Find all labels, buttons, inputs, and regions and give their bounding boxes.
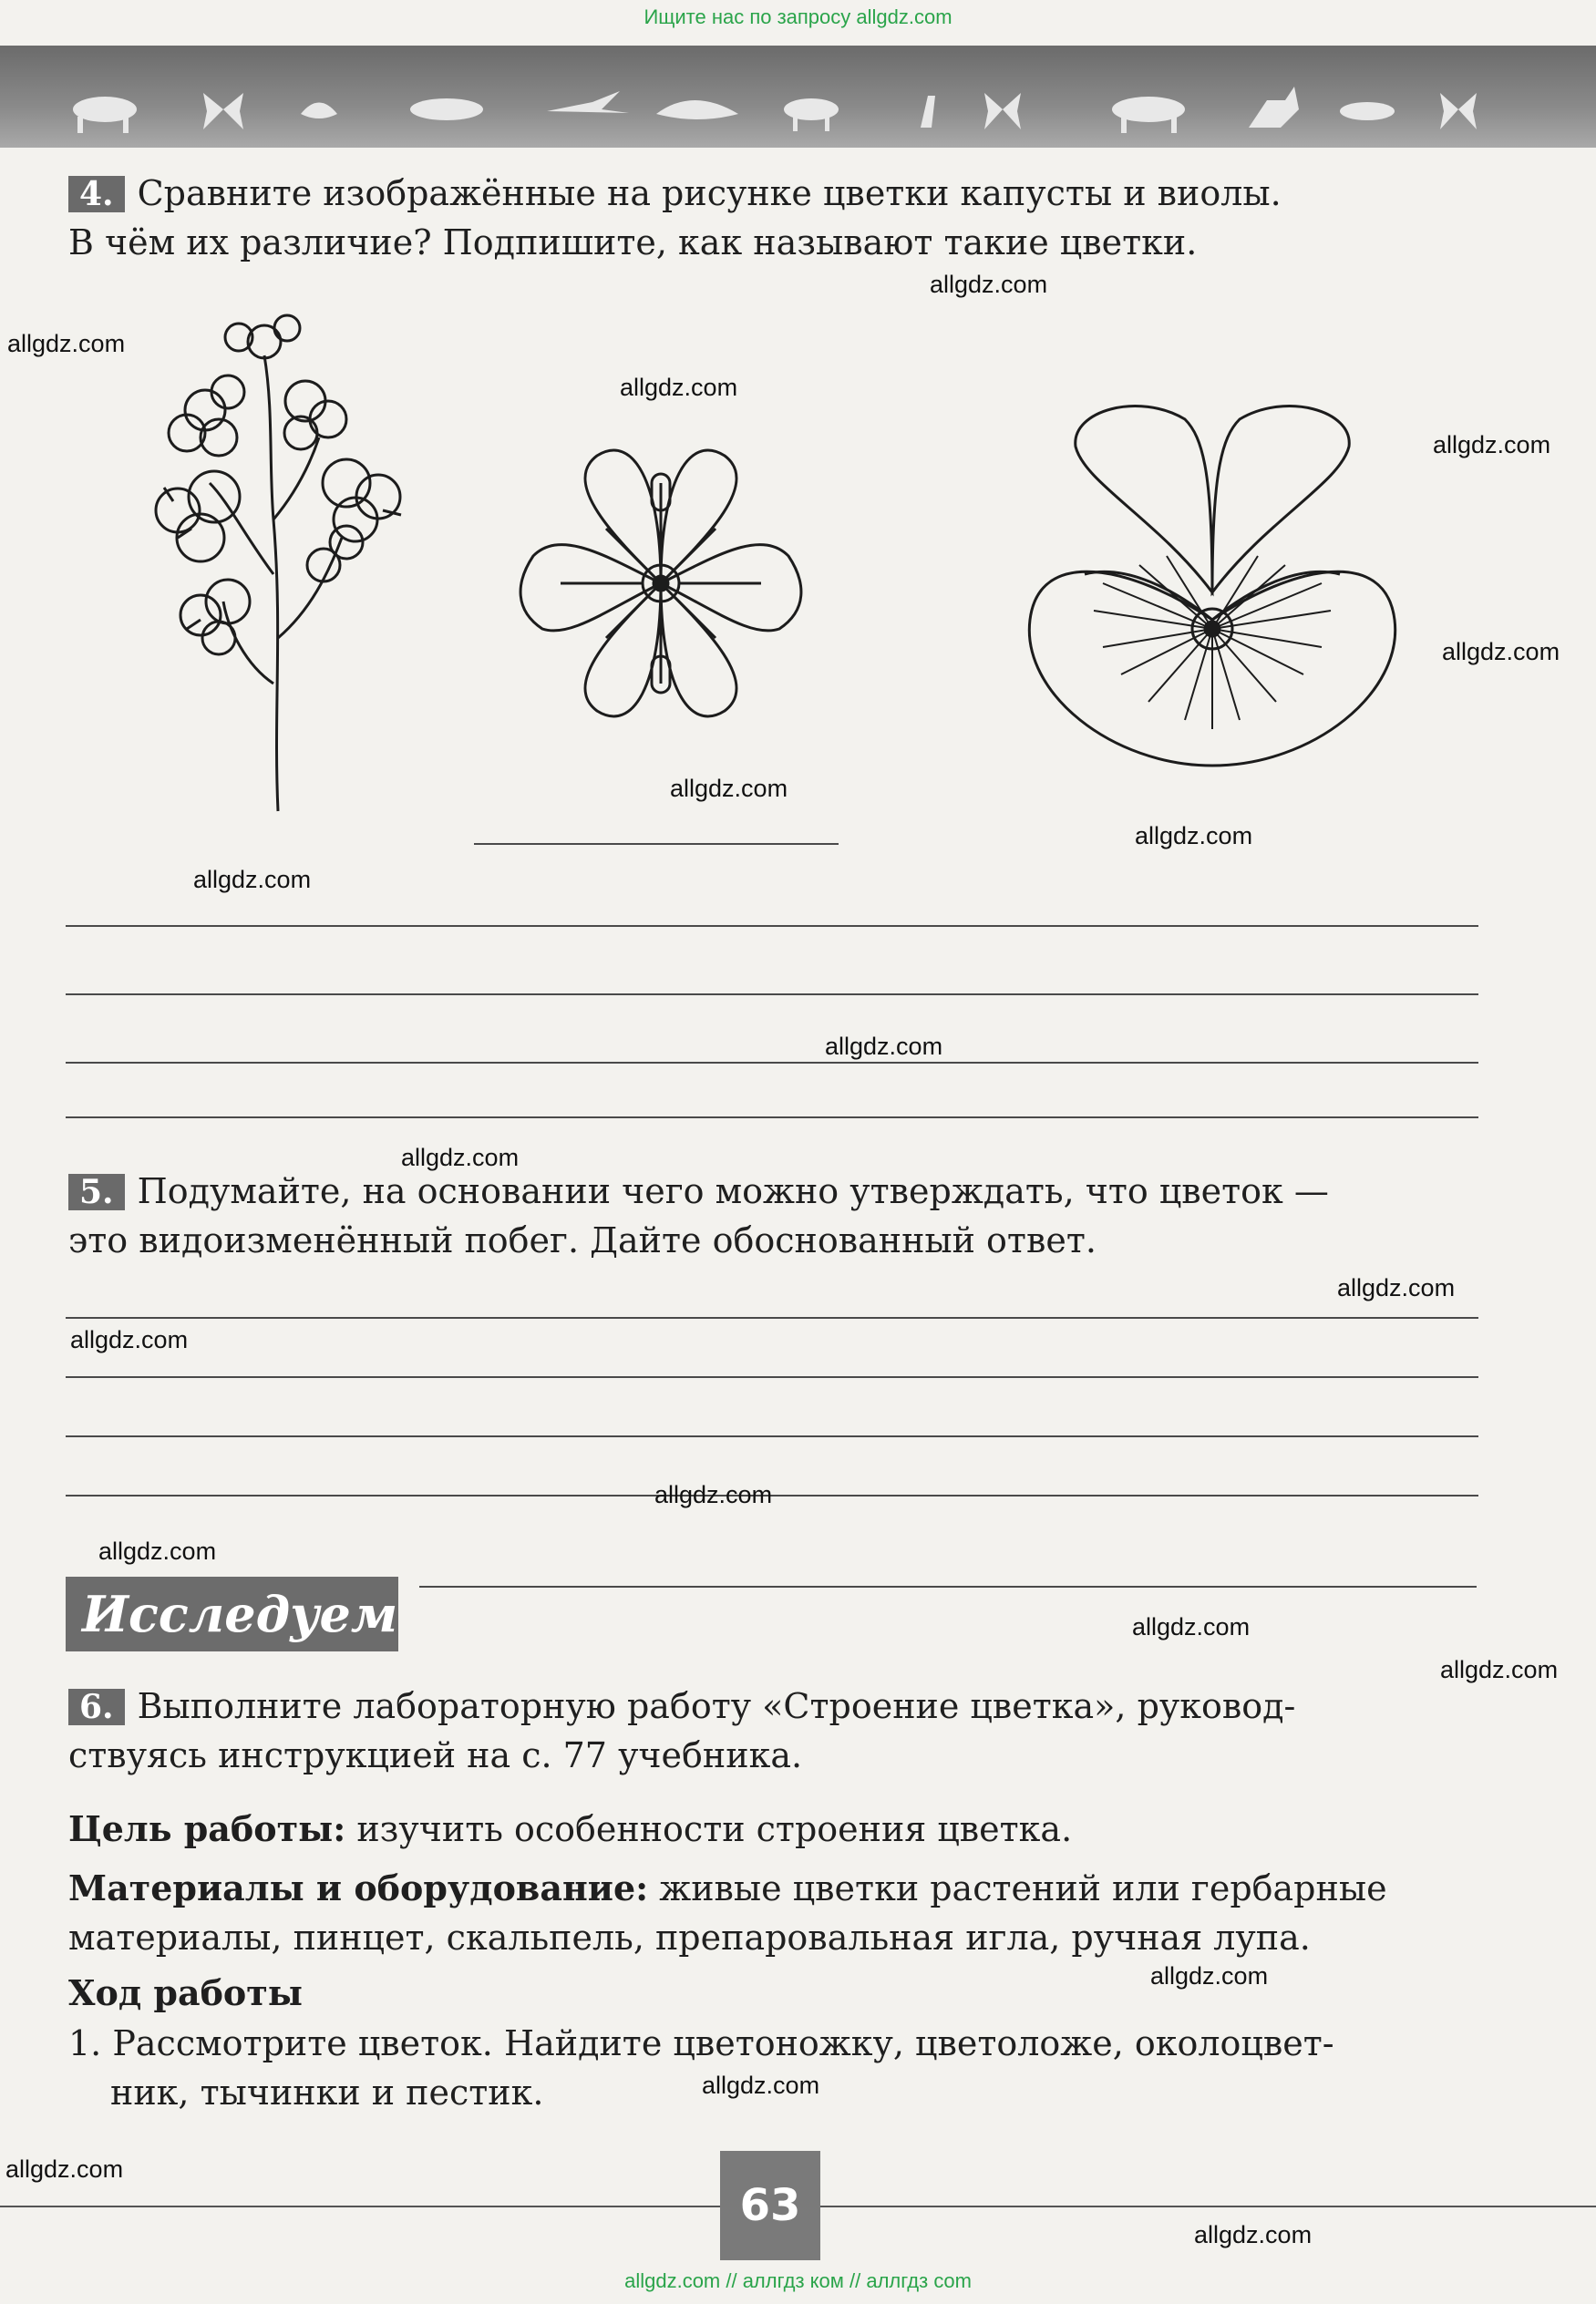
answer-line[interactable]	[419, 1586, 1477, 1588]
watermark[interactable]: allgdz.com	[702, 2072, 820, 2099]
watermark[interactable]: allgdz.com	[1135, 822, 1253, 849]
bottom-links[interactable]: allgdz.com // аллгдз ком // аллгдз com	[624, 2269, 972, 2292]
step1-line1: 1. Рассмотрите цветок. Найдите цветоножку, цветоложе, околоцвет-	[68, 2023, 1334, 2063]
materials-paragraph	[68, 1864, 1481, 1962]
step1-line2: ник, тычинки и пестик.	[110, 2073, 544, 2113]
watermark[interactable]: allgdz.com	[401, 1144, 520, 1171]
animal-silhouettes-icon	[0, 82, 1596, 137]
task4-line2: В чём их различие? Подпишите, как называют такие цветки.	[68, 222, 1198, 262]
task6-number: 6.	[68, 1689, 125, 1725]
step1-text	[68, 2019, 1481, 2117]
answer-line[interactable]	[474, 843, 839, 845]
task5-text	[68, 1167, 1481, 1265]
task6-text	[68, 1682, 1481, 1780]
watermark[interactable]: allgdz.com	[620, 374, 738, 401]
materials-text1: живые цветки растений или гербарные	[648, 1868, 1387, 1908]
answer-line[interactable]	[66, 1062, 1478, 1064]
answer-line[interactable]	[66, 1435, 1478, 1437]
watermark[interactable]: allgdz.com	[193, 866, 312, 893]
goal-text: изучить особенности строения цветка.	[345, 1809, 1073, 1849]
answer-line[interactable]	[66, 1116, 1478, 1118]
watermark[interactable]: allgdz.com	[1150, 1962, 1269, 1990]
watermark[interactable]: allgdz.com	[1433, 431, 1551, 458]
materials-label: Материалы и оборудование:	[68, 1867, 649, 1908]
watermark[interactable]: allgdz.com	[98, 1538, 217, 1565]
watermark[interactable]: allgdz.com	[654, 1481, 773, 1508]
watermark[interactable]: allgdz.com	[825, 1033, 943, 1060]
watermark[interactable]: allgdz.com	[670, 775, 788, 802]
cabbage-flower-illustration	[137, 301, 447, 820]
page-number: 63	[720, 2151, 820, 2260]
goal-paragraph	[68, 1805, 1481, 1854]
materials-text2: материалы, пинцет, скальпель, препаровальная игла, ручная лупа.	[68, 1918, 1311, 1958]
watermark[interactable]: allgdz.com	[1440, 1656, 1559, 1683]
task4-text	[68, 169, 1481, 267]
watermark[interactable]: allgdz.com	[1337, 1274, 1456, 1301]
watermark[interactable]: allgdz.com	[70, 1326, 189, 1353]
task5-line1: Подумайте, на основании чего можно утверждать, что цветок —	[137, 1171, 1329, 1211]
watermark[interactable]: allgdz.com	[1132, 1613, 1251, 1641]
watermark[interactable]: allgdz.com	[930, 271, 1048, 298]
task5-line2: это видоизменённый побег. Дайте обоснованный ответ.	[68, 1220, 1097, 1260]
watermark[interactable]: allgdz.com	[1194, 2221, 1313, 2248]
section-title: Исследуем	[66, 1577, 398, 1651]
cabbage-flower-top-view-illustration	[506, 428, 816, 738]
progress-title: Ход работы	[68, 1972, 303, 2013]
answer-line[interactable]	[66, 1317, 1478, 1319]
watermark[interactable]: allgdz.com	[1442, 638, 1560, 665]
answer-line[interactable]	[66, 1376, 1478, 1378]
task6-line2: ствуясь инструкцией на с. 77 учебника.	[68, 1735, 803, 1775]
viola-flower-illustration	[1003, 383, 1422, 775]
goal-label: Цель работы:	[68, 1808, 346, 1849]
task6-line1: Выполните лабораторную работу «Строение цветка», руковод-	[137, 1686, 1296, 1726]
task5-number: 5.	[68, 1174, 125, 1210]
answer-line[interactable]	[66, 993, 1478, 995]
answer-line[interactable]	[66, 925, 1478, 927]
top-link[interactable]: Ищите нас по запросу allgdz.com	[644, 5, 952, 28]
task4-line1: Сравните изображённые на рисунке цветки капусты и виолы.	[137, 173, 1282, 213]
watermark[interactable]: allgdz.com	[7, 330, 126, 357]
task4-number: 4.	[68, 176, 125, 212]
watermark[interactable]: allgdz.com	[5, 2155, 124, 2183]
